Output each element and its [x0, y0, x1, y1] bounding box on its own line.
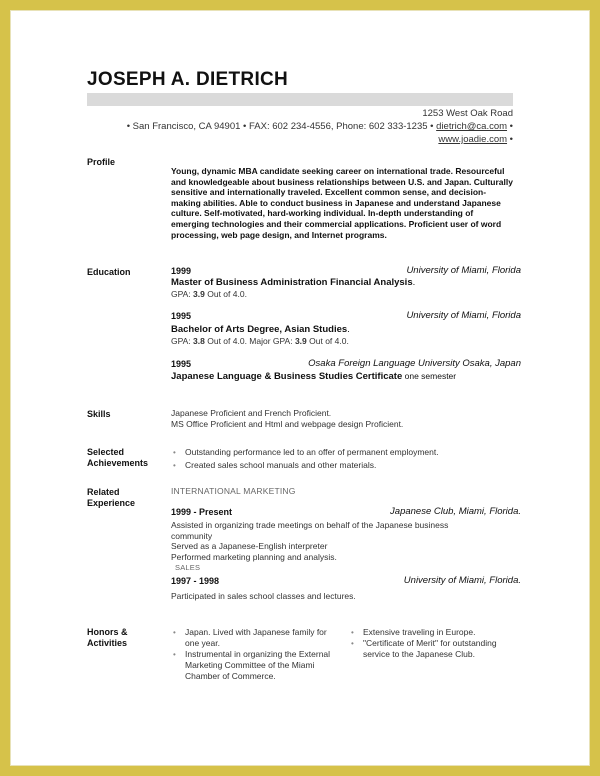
achievement-text: Created sales school manuals and other materials.: [185, 460, 377, 470]
education-entry: [171, 359, 521, 383]
bullet-icon: •: [173, 461, 176, 470]
education-year: 1995: [171, 359, 192, 369]
degree-suffix: .: [412, 277, 416, 288]
major-gpa-rest: Out of 4.0.: [306, 335, 349, 346]
achievement-text: Outstanding performance led to an offer of permanent employment.: [185, 447, 439, 457]
job-dates: 1999 - Present: [171, 507, 233, 517]
gpa-label: GPA:: [171, 288, 194, 299]
experience-category: INTERNATIONAL MARKETING: [171, 486, 296, 496]
education-year: 1995: [171, 311, 192, 321]
education-institution: University of Miami, Florida: [406, 310, 521, 321]
education-gpa: [171, 336, 521, 347]
honor-item: [171, 649, 343, 682]
honor-text: Instrumental in organizing the External Marketing Committee of the Miami Chamber of Commerce.: [185, 649, 331, 681]
gpa-label: GPA:: [171, 335, 194, 346]
skill-line: Japanese Proficient and French Proficient.: [171, 408, 332, 418]
name-underline-bar: [87, 93, 513, 106]
honor-text: Extensive traveling in Europe.: [363, 627, 476, 637]
degree-suffix: one semester: [402, 371, 457, 381]
skill-line: MS Office Proficient and Html and webpage design Proficient.: [171, 418, 404, 429]
job-line: Assisted in organizing trade meetings on behalf of the Japanese business community: [171, 520, 449, 541]
education-year: 1999: [171, 266, 192, 276]
heading-line: Selected: [87, 447, 125, 457]
contact-website-line: [127, 133, 513, 146]
degree-title: Master of Business Administration Financial Analysis: [171, 277, 413, 288]
education-degree: [171, 371, 521, 383]
education-heading: Education: [87, 267, 131, 277]
website-link[interactable]: www.joadie.com: [438, 134, 508, 145]
honor-item: [349, 638, 509, 660]
gpa-rest: Out of 4.0. Major GPA:: [204, 335, 295, 346]
heading-line: Achievements: [87, 457, 149, 468]
gpa-value: 3.9: [193, 288, 205, 299]
achievements-list: [171, 447, 521, 471]
profile-text: Young, dynamic MBA candidate seeking career on international trade. Resourceful and knowledgeable about business relationships between U.S. and Japan. Culturally sensitive and internationally traveled. Excellent common sense, and decision-making abilities. Able to conduct business in Japanese and understand Japanese culture. Self-motivated, hard-working individual. In-depth understanding of emerging technologies and their commercial applications. Proficient user of word processing, web page design, and Internet programs.: [171, 166, 513, 240]
job-place: Japanese Club, Miami, Florida.: [390, 506, 521, 517]
skills-heading: Skills: [87, 409, 111, 419]
contact-separator: •: [507, 134, 513, 145]
job-line: Participated in sales school classes and lectures.: [171, 591, 356, 601]
contact-phone-fax: • San Francisco, CA 94901 • FAX: 602 234-4556, Phone: 602 333-1235 •: [126, 121, 437, 132]
contact-address: 1253 West Oak Road: [422, 108, 513, 119]
honor-item: [171, 627, 343, 649]
education-degree: [171, 278, 521, 289]
achievements-heading: [87, 447, 148, 468]
contact-details: [127, 120, 513, 133]
degree-title: Bachelor of Arts Degree, Asian Studies: [171, 324, 348, 335]
bullet-icon: •: [173, 650, 176, 659]
major-gpa-value: 3.9: [294, 335, 307, 346]
resume-page: [10, 10, 590, 766]
bullet-icon: •: [173, 628, 176, 637]
achievement-item: [171, 447, 521, 458]
education-entry: [171, 266, 521, 299]
heading-line: Experience: [87, 497, 136, 508]
honor-item: [349, 627, 509, 638]
degree-title: Japanese Language & Business Studies Certificate: [171, 371, 403, 382]
achievement-item: [171, 460, 521, 471]
honors-heading: [87, 627, 128, 648]
job-line: Performed marketing planning and analysis.: [171, 551, 337, 562]
honors-list-right: [349, 627, 509, 660]
education-gpa: [171, 289, 521, 300]
job-line: Served as a Japanese-English interpreter: [171, 541, 328, 552]
honor-text: "Certificate of Merit" for outstanding service to the Japanese Club.: [363, 638, 497, 659]
heading-line: Activities: [87, 637, 128, 648]
experience-job: [171, 576, 521, 602]
heading-line: Related: [87, 487, 120, 497]
job-dates: 1997 - 1998: [171, 576, 220, 586]
honors-list-left: [171, 627, 343, 682]
degree-suffix: .: [347, 324, 350, 335]
experience-category: SALES: [175, 563, 201, 572]
honor-text: Japan. Lived with Japanese family for one year.: [185, 627, 327, 648]
profile-heading: Profile: [87, 157, 116, 167]
bullet-icon: •: [351, 639, 354, 648]
candidate-name: JOSEPH A. DIETRICH: [87, 69, 289, 90]
skills-list: [171, 408, 521, 429]
education-degree: [171, 325, 521, 336]
bullet-icon: •: [173, 448, 176, 457]
experience-job: [171, 507, 521, 562]
experience-heading: [87, 487, 135, 508]
education-institution: University of Miami, Florida: [406, 265, 521, 276]
email-link[interactable]: dietrich@ca.com: [436, 121, 508, 132]
bullet-icon: •: [351, 628, 354, 637]
job-place: University of Miami, Florida.: [403, 575, 521, 586]
contact-block: [127, 107, 513, 146]
contact-separator: •: [507, 121, 513, 132]
education-entry: [171, 311, 521, 346]
gpa-value: 3.8: [193, 335, 205, 346]
education-institution: Osaka Foreign Language University Osaka, Japan: [308, 358, 521, 369]
gpa-rest: Out of 4.0.: [204, 288, 247, 299]
heading-line: Honors &: [87, 627, 128, 637]
